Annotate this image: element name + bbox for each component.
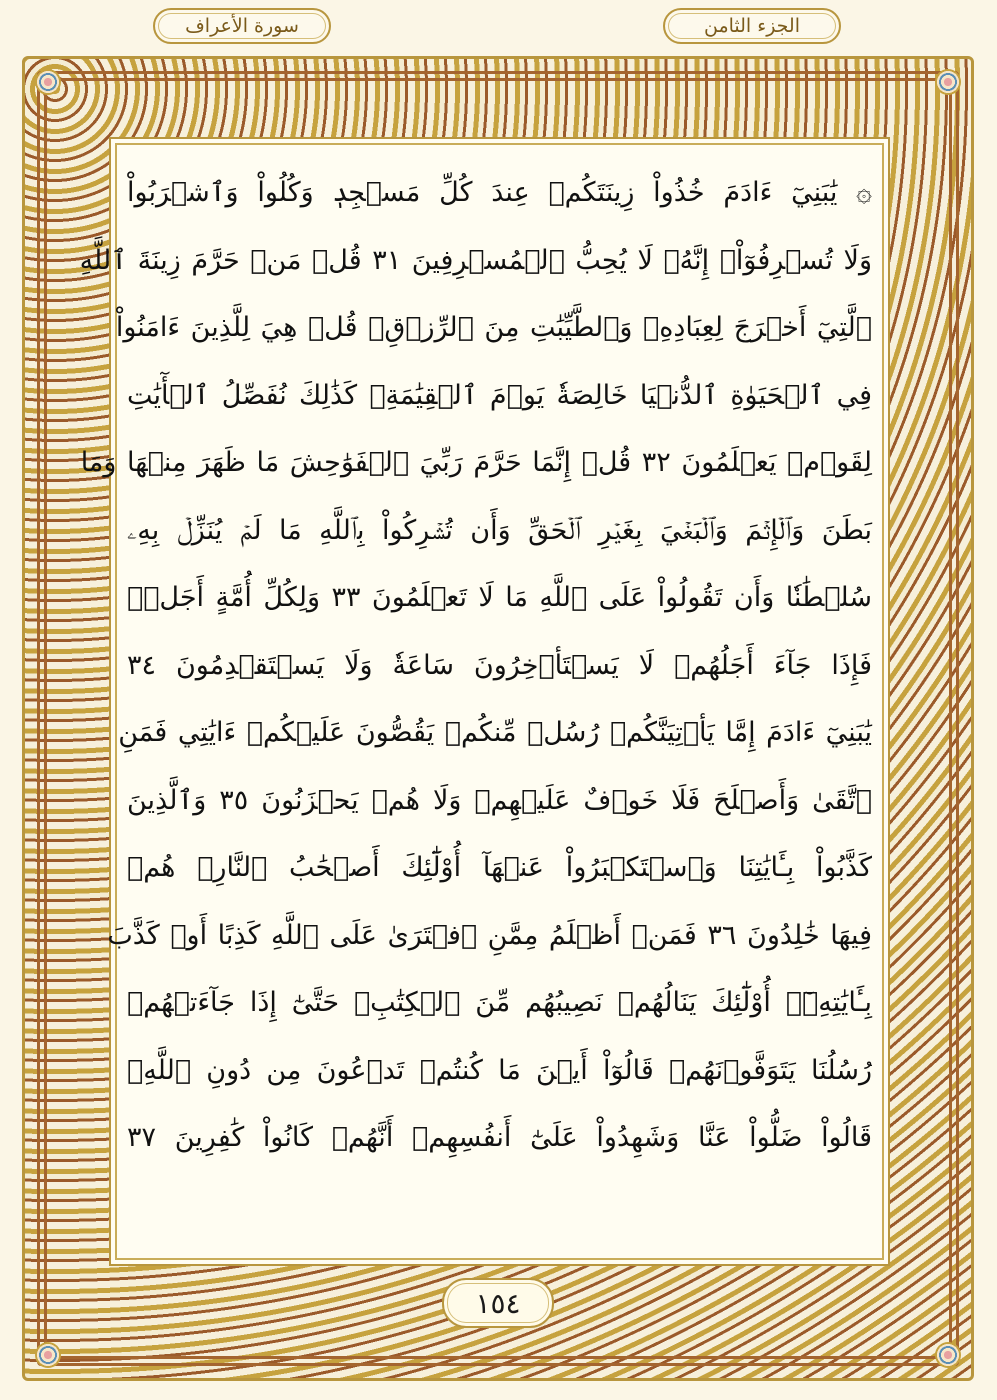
corner-rosette-icon bbox=[935, 69, 961, 95]
page-number bbox=[442, 1278, 554, 1328]
quran-line: بِـَٔايَٰتِهِۦٓۚ أُوْلَٰٓئِكَ يَنَالُهُمۡ نَصِيبُهُم مِّنَ ٱلۡكِتَٰبِۖ حَتَّىٰٓ إِذَا جَآءَتۡهُمۡ bbox=[127, 987, 872, 1018]
quran-line: يَٰبَنِيٓ ءَادَمَ إِمَّا يَأۡتِيَنَّكُمۡ رُسُلٞ مِّنكُمۡ يَقُصُّونَ عَلَيۡكُمۡ ءَايَٰتِي فَمَنِ bbox=[118, 717, 872, 748]
quran-line: سُلۡطَٰنٗا وَأَن تَقُولُواْ عَلَى ٱللَّهِ مَا لَا تَعۡلَمُونَ ٣٣ وَلِكُلِّ أُمَّةٍ أَجَلٞۖ bbox=[127, 582, 872, 613]
corner-rosette-icon bbox=[35, 69, 61, 95]
quran-line: بَطَنَ وَٱلۡإِثۡمَ وَٱلۡبَغۡيَ بِغَيۡرِ ٱلۡحَقِّ وَأَن تُشۡرِكُواْ بِٱللَّهِ مَا لَمۡ يُنَزِّلۡ بِهِۦ bbox=[127, 514, 872, 546]
quran-line: وَلَا تُسۡرِفُوٓاْۚ إِنَّهُۥ لَا يُحِبُّ ٱلۡمُسۡرِفِينَ ٣١ قُلۡ مَنۡ حَرَّمَ زِينَةَ ٱللَّهِ bbox=[79, 244, 872, 276]
juz-label bbox=[663, 8, 841, 44]
quran-line: رُسُلُنَا يَتَوَفَّوۡنَهُمۡ قَالُوٓاْ أَيۡنَ مَا كُنتُمۡ تَدۡعُونَ مِن دُونِ ٱللَّهِۖ bbox=[127, 1054, 872, 1086]
quran-line: قَالُواْ ضَلُّواْ عَنَّا وَشَهِدُواْ عَلَىٰٓ أَنفُسِهِمۡ أَنَّهُمۡ كَانُواْ كَٰفِرِينَ ٣٧ bbox=[127, 1122, 872, 1153]
juz-text: الجزء الثامن bbox=[703, 15, 801, 37]
surah-label bbox=[153, 8, 331, 44]
quran-line: فَإِذَا جَآءَ أَجَلُهُمۡ لَا يَسۡتَأۡخِرُونَ سَاعَةٗ وَلَا يَسۡتَقۡدِمُونَ ٣٤ bbox=[127, 649, 872, 681]
quran-line: فِيهَا خَٰلِدُونَ ٣٦ فَمَنۡ أَظۡلَمُ مِمَّنِ ٱفۡتَرَىٰ عَلَى ٱللَّهِ كَذِبًا أَوۡ كَذَّبَ bbox=[107, 919, 872, 951]
quran-line: فِي ٱلۡحَيَوٰةِ ٱلدُّنۡيَا خَالِصَةٗ يَوۡمَ ٱلۡقِيَٰمَةِۗ كَذَٰلِكَ نُفَصِّلُ ٱلۡأٓيَٰتِ bbox=[127, 379, 872, 411]
quran-line: كَذَّبُواْ بِـَٔايَٰتِنَا وَٱسۡتَكۡبَرُواْ عَنۡهَآ أُوْلَٰٓئِكَ أَصۡحَٰبُ ٱلنَّارِۖ هُمۡ bbox=[127, 852, 872, 883]
corner-rosette-icon bbox=[935, 1342, 961, 1368]
quran-line: ۞ يَٰبَنِيٓ ءَادَمَ خُذُواْ زِينَتَكُمۡ عِندَ كُلِّ مَسۡجِدٖ وَكُلُواْ وَٱشۡرَبُواْ bbox=[127, 177, 872, 208]
page-number-text: ١٥٤ bbox=[475, 1286, 521, 1320]
quran-line: لِقَوۡمٖ يَعۡلَمُونَ ٣٢ قُلۡ إِنَّمَا حَرَّمَ رَبِّيَ ٱلۡفَوَٰحِشَ مَا ظَهَرَ مِنۡهَا وَمَا bbox=[80, 447, 872, 478]
quran-line: ٱلَّتِيٓ أَخۡرَجَ لِعِبَادِهِۦ وَٱلطَّيِّبَٰتِ مِنَ ٱلرِّزۡقِۚ قُلۡ هِيَ لِلَّذِينَ ءَامَنُواْ bbox=[115, 312, 872, 343]
surah-text: سورة الأعراف bbox=[185, 15, 299, 37]
quran-line: ٱتَّقَىٰ وَأَصۡلَحَ فَلَا خَوۡفٌ عَلَيۡهِمۡ وَلَا هُمۡ يَحۡزَنُونَ ٣٥ وَٱلَّذِينَ bbox=[127, 784, 872, 816]
corner-rosette-icon bbox=[35, 1342, 61, 1368]
text-panel bbox=[79, 143, 884, 1260]
